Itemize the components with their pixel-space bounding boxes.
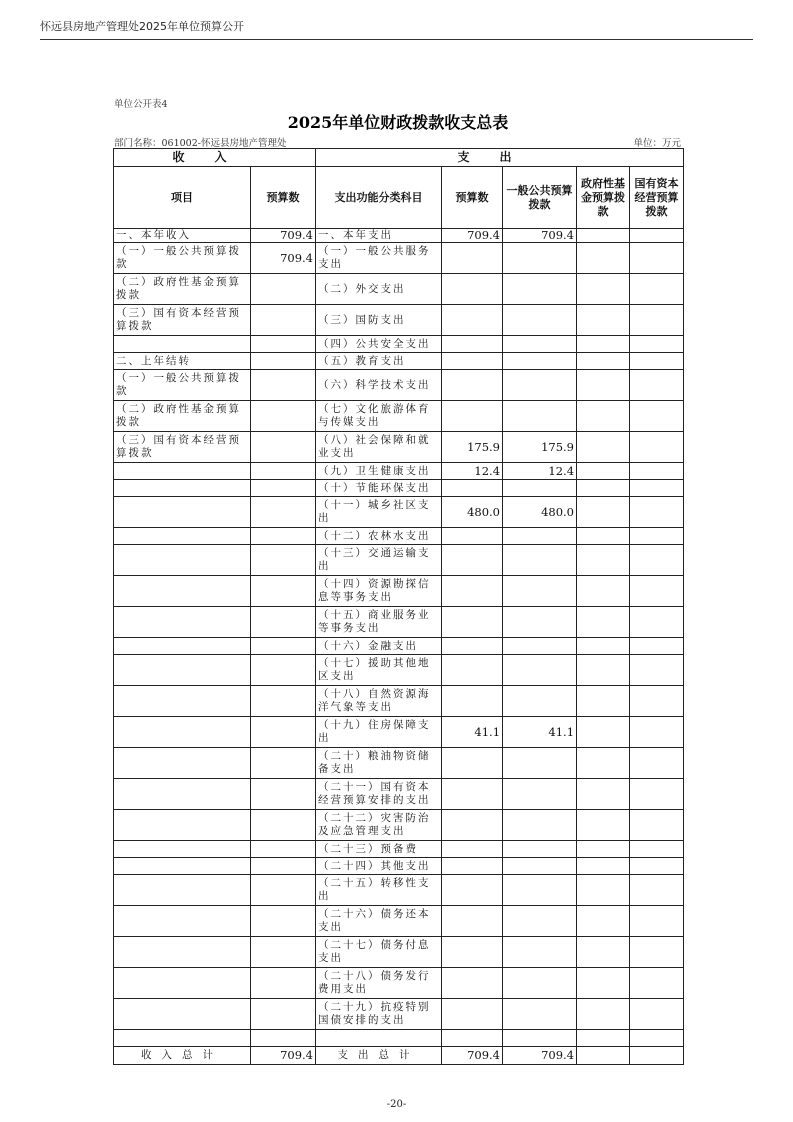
general-budget-cell (503, 906, 577, 937)
income-budget-cell: 709.4 (251, 243, 316, 274)
col-header-general-budget: 一般公共预算拨款 (503, 167, 577, 229)
general-budget-cell (503, 810, 577, 841)
general-budget-cell (503, 243, 577, 274)
general-budget-cell (503, 353, 577, 370)
income-item-cell (114, 779, 251, 810)
income-budget-cell (251, 638, 316, 655)
state-capital-cell (630, 274, 684, 305)
general-budget-cell: 709.4 (503, 1047, 577, 1065)
table-row (114, 463, 684, 480)
expense-budget-cell (442, 1030, 503, 1047)
fund-budget-cell (577, 243, 630, 274)
general-budget-cell: 709.4 (503, 229, 577, 243)
income-item-cell (114, 1030, 251, 1047)
fund-budget-cell (577, 841, 630, 858)
general-budget-cell (503, 968, 577, 999)
fund-budget-cell (577, 370, 630, 401)
expense-item-cell: （二十八）债务发行费用支出 (316, 968, 442, 999)
general-budget-cell (503, 841, 577, 858)
income-budget-cell (251, 463, 316, 480)
state-capital-cell (630, 968, 684, 999)
state-capital-cell (630, 638, 684, 655)
income-item-cell (114, 841, 251, 858)
expense-item-cell: （六）科学技术支出 (316, 370, 442, 401)
income-item-cell (114, 336, 251, 353)
income-item-cell (114, 480, 251, 497)
fund-budget-cell (577, 686, 630, 717)
expense-item-cell: （二十三）预备费 (316, 841, 442, 858)
page-title: 2025年单位财政拨款收支总表 (287, 113, 509, 132)
general-budget-cell (503, 336, 577, 353)
table-row (114, 748, 684, 779)
state-capital-cell (630, 906, 684, 937)
income-section-header: 收入 (114, 149, 316, 167)
income-item-cell (114, 858, 251, 875)
general-budget-cell (503, 528, 577, 545)
income-item-cell (114, 717, 251, 748)
general-budget-cell (503, 655, 577, 686)
table-row (114, 1030, 684, 1047)
fund-budget-cell (577, 229, 630, 243)
fund-budget-cell (577, 528, 630, 545)
general-budget-cell (503, 370, 577, 401)
expense-budget-cell (442, 937, 503, 968)
expense-item-cell: （八）社会保障和就业支出 (316, 432, 442, 463)
income-budget-cell (251, 999, 316, 1030)
income-budget-cell (251, 370, 316, 401)
expense-item-cell: （十四）资源勘探信息等事务支出 (316, 576, 442, 607)
income-budget-cell (251, 545, 316, 576)
expense-budget-cell (442, 748, 503, 779)
fund-budget-cell (577, 607, 630, 638)
section-header-row (114, 149, 684, 167)
state-capital-cell (630, 875, 684, 906)
expense-budget-cell (442, 305, 503, 336)
general-budget-cell (503, 305, 577, 336)
income-item-cell (114, 638, 251, 655)
table-row (114, 353, 684, 370)
page-number: -20- (386, 1099, 407, 1110)
expense-budget-cell (442, 401, 503, 432)
income-item-cell: 收入总计 (114, 1047, 251, 1065)
expense-item-cell: （二十四）其他支出 (316, 858, 442, 875)
income-item-cell (114, 875, 251, 906)
expense-item-cell (316, 1030, 442, 1047)
expense-budget-cell: 480.0 (442, 497, 503, 528)
table-row (114, 968, 684, 999)
income-budget-cell (251, 1030, 316, 1047)
table-number: 单位公开表4 (114, 99, 168, 110)
expense-item-cell: （二十九）抗疫特别国债安排的支出 (316, 999, 442, 1030)
expense-budget-cell (442, 875, 503, 906)
expense-budget-cell (442, 779, 503, 810)
income-item-cell (114, 686, 251, 717)
income-item-cell: （二）政府性基金预算拨款 (114, 274, 251, 305)
fund-budget-cell (577, 497, 630, 528)
income-item-cell (114, 545, 251, 576)
general-budget-cell (503, 779, 577, 810)
general-budget-cell (503, 638, 577, 655)
expense-budget-cell (442, 528, 503, 545)
col-header-expense-budget: 预算数 (442, 167, 503, 229)
income-item-cell: （二）政府性基金预算拨款 (114, 401, 251, 432)
table-row (114, 717, 684, 748)
table-row (114, 305, 684, 336)
table-row (114, 243, 684, 274)
unit-label: 单位：万元 (633, 138, 681, 149)
fund-budget-cell (577, 968, 630, 999)
document-header: 怀远县房地产管理处2025年单位预算公开 (40, 20, 244, 33)
state-capital-cell (630, 748, 684, 779)
fund-budget-cell (577, 999, 630, 1030)
expense-item-cell: （三）国防支出 (316, 305, 442, 336)
income-item-cell (114, 748, 251, 779)
income-budget-cell (251, 968, 316, 999)
fund-budget-cell (577, 401, 630, 432)
table-row (114, 576, 684, 607)
expense-item-cell: （七）文化旅游体育与传媒支出 (316, 401, 442, 432)
fund-budget-cell (577, 336, 630, 353)
state-capital-cell (630, 576, 684, 607)
expense-budget-cell (442, 607, 503, 638)
expense-budget-cell (442, 545, 503, 576)
expense-budget-cell (442, 810, 503, 841)
expense-budget-cell (442, 841, 503, 858)
state-capital-cell (630, 370, 684, 401)
state-capital-cell (630, 305, 684, 336)
expense-item-cell: （二）外交支出 (316, 274, 442, 305)
income-item-cell (114, 528, 251, 545)
income-budget-cell (251, 497, 316, 528)
state-capital-cell (630, 353, 684, 370)
general-budget-cell (503, 748, 577, 779)
income-item-cell: 一、本年收入 (114, 229, 251, 243)
income-budget-cell (251, 274, 316, 305)
state-capital-cell (630, 497, 684, 528)
income-budget-cell (251, 305, 316, 336)
fund-budget-cell (577, 274, 630, 305)
expense-budget-cell: 709.4 (442, 229, 503, 243)
income-item-cell: （一）一般公共预算拨款 (114, 370, 251, 401)
fund-budget-cell (577, 1030, 630, 1047)
expense-item-cell: （十二）农林水支出 (316, 528, 442, 545)
income-item-cell: 二、上年结转 (114, 353, 251, 370)
general-budget-cell (503, 480, 577, 497)
fund-budget-cell (577, 353, 630, 370)
state-capital-cell (630, 607, 684, 638)
fund-budget-cell (577, 875, 630, 906)
state-capital-cell (630, 528, 684, 545)
expense-budget-cell (442, 638, 503, 655)
total-row (114, 1047, 684, 1065)
income-budget-cell (251, 336, 316, 353)
general-budget-cell (503, 274, 577, 305)
expense-budget-cell: 12.4 (442, 463, 503, 480)
income-item-cell (114, 607, 251, 638)
expense-item-cell: （四）公共安全支出 (316, 336, 442, 353)
general-budget-cell: 175.9 (503, 432, 577, 463)
fund-budget-cell (577, 858, 630, 875)
table-row (114, 858, 684, 875)
budget-table (113, 148, 684, 1065)
income-budget-cell (251, 717, 316, 748)
income-budget-cell: 709.4 (251, 1047, 316, 1065)
state-capital-cell (630, 401, 684, 432)
income-budget-cell (251, 858, 316, 875)
income-item-cell (114, 968, 251, 999)
expense-item-cell: （五）教育支出 (316, 353, 442, 370)
fund-budget-cell (577, 432, 630, 463)
expense-budget-cell (442, 968, 503, 999)
department-name: 部门名称：061002-怀远县房地产管理处 (114, 138, 287, 149)
col-header-state-capital: 国有资本经营预算拨款 (630, 167, 684, 229)
table-row (114, 638, 684, 655)
income-budget-cell (251, 607, 316, 638)
income-item-cell: （一）一般公共预算拨款 (114, 243, 251, 274)
state-capital-cell (630, 545, 684, 576)
state-capital-cell (630, 1047, 684, 1065)
state-capital-cell (630, 432, 684, 463)
income-budget-cell: 709.4 (251, 229, 316, 243)
table-row (114, 432, 684, 463)
income-budget-cell (251, 748, 316, 779)
table-row (114, 906, 684, 937)
expense-budget-cell (442, 274, 503, 305)
expense-item-cell: （十九）住房保障支出 (316, 717, 442, 748)
income-item-cell (114, 906, 251, 937)
state-capital-cell (630, 858, 684, 875)
income-item-cell (114, 810, 251, 841)
state-capital-cell (630, 999, 684, 1030)
fund-budget-cell (577, 480, 630, 497)
fund-budget-cell (577, 638, 630, 655)
table-row (114, 607, 684, 638)
table-row (114, 370, 684, 401)
col-header-item: 项目 (114, 167, 251, 229)
table-row (114, 841, 684, 858)
income-budget-cell (251, 432, 316, 463)
expense-item-cell: （二十五）转移性支出 (316, 875, 442, 906)
general-budget-cell (503, 686, 577, 717)
income-item-cell: （三）国有资本经营预算拨款 (114, 305, 251, 336)
expense-budget-cell (442, 353, 503, 370)
expense-item-cell: （十六）金融支出 (316, 638, 442, 655)
income-budget-cell (251, 841, 316, 858)
expense-section-header: 支出 (316, 149, 684, 167)
income-budget-cell (251, 937, 316, 968)
table-row (114, 810, 684, 841)
general-budget-cell (503, 875, 577, 906)
income-budget-cell (251, 528, 316, 545)
col-header-income-budget: 预算数 (251, 167, 316, 229)
fund-budget-cell (577, 305, 630, 336)
general-budget-cell: 41.1 (503, 717, 577, 748)
fund-budget-cell (577, 545, 630, 576)
table-row (114, 937, 684, 968)
expense-item-cell: （二十一）国有资本经营预算安排的支出 (316, 779, 442, 810)
expense-item-cell: （二十二）灾害防治及应急管理支出 (316, 810, 442, 841)
expense-item-cell: 一、本年支出 (316, 229, 442, 243)
income-item-cell (114, 999, 251, 1030)
state-capital-cell (630, 810, 684, 841)
income-budget-cell (251, 686, 316, 717)
income-budget-cell (251, 906, 316, 937)
header-divider (40, 39, 753, 40)
income-budget-cell (251, 810, 316, 841)
state-capital-cell (630, 655, 684, 686)
general-budget-cell (503, 576, 577, 607)
fund-budget-cell (577, 1047, 630, 1065)
state-capital-cell (630, 841, 684, 858)
general-budget-cell (503, 1030, 577, 1047)
fund-budget-cell (577, 748, 630, 779)
fund-budget-cell (577, 717, 630, 748)
state-capital-cell (630, 686, 684, 717)
general-budget-cell (503, 607, 577, 638)
general-budget-cell: 12.4 (503, 463, 577, 480)
state-capital-cell (630, 937, 684, 968)
expense-budget-cell: 709.4 (442, 1047, 503, 1065)
table-row (114, 545, 684, 576)
state-capital-cell (630, 480, 684, 497)
state-capital-cell (630, 229, 684, 243)
general-budget-cell (503, 545, 577, 576)
income-budget-cell (251, 875, 316, 906)
fund-budget-cell (577, 906, 630, 937)
income-item-cell (114, 655, 251, 686)
expense-budget-cell (442, 576, 503, 607)
expense-budget-cell (442, 858, 503, 875)
expense-item-cell: （十七）援助其他地区支出 (316, 655, 442, 686)
fund-budget-cell (577, 655, 630, 686)
expense-item-cell: （二十七）债务付息支出 (316, 937, 442, 968)
column-header-row (114, 167, 684, 229)
general-budget-cell (503, 999, 577, 1030)
general-budget-cell: 480.0 (503, 497, 577, 528)
expense-item-cell: 支出总计 (316, 1047, 442, 1065)
expense-item-cell: （九）卫生健康支出 (316, 463, 442, 480)
table-row (114, 229, 684, 243)
expense-budget-cell (442, 906, 503, 937)
table-row (114, 875, 684, 906)
expense-item-cell: （二十）粮油物资储备支出 (316, 748, 442, 779)
state-capital-cell (630, 1030, 684, 1047)
income-budget-cell (251, 655, 316, 686)
income-budget-cell (251, 353, 316, 370)
fund-budget-cell (577, 463, 630, 480)
income-budget-cell (251, 401, 316, 432)
expense-budget-cell (442, 370, 503, 401)
income-item-cell (114, 497, 251, 528)
state-capital-cell (630, 463, 684, 480)
table-row (114, 401, 684, 432)
fund-budget-cell (577, 779, 630, 810)
expense-item-cell: （十五）商业服务业等事务支出 (316, 607, 442, 638)
state-capital-cell (630, 779, 684, 810)
col-header-expense-category: 支出功能分类科目 (316, 167, 442, 229)
expense-budget-cell (442, 999, 503, 1030)
expense-budget-cell (442, 480, 503, 497)
state-capital-cell (630, 717, 684, 748)
expense-budget-cell (442, 686, 503, 717)
expense-budget-cell (442, 336, 503, 353)
general-budget-cell (503, 937, 577, 968)
expense-item-cell: （十）节能环保支出 (316, 480, 442, 497)
income-item-cell: （三）国有资本经营预算拨款 (114, 432, 251, 463)
table-row (114, 480, 684, 497)
fund-budget-cell (577, 576, 630, 607)
general-budget-cell (503, 401, 577, 432)
expense-budget-cell (442, 655, 503, 686)
expense-item-cell: （十三）交通运输支出 (316, 545, 442, 576)
table-row (114, 779, 684, 810)
table-row (114, 336, 684, 353)
expense-item-cell: （十八）自然资源海洋气象等支出 (316, 686, 442, 717)
state-capital-cell (630, 243, 684, 274)
income-budget-cell (251, 779, 316, 810)
fund-budget-cell (577, 810, 630, 841)
income-item-cell (114, 463, 251, 480)
expense-item-cell: （十一）城乡社区支出 (316, 497, 442, 528)
expense-item-cell: （一）一般公共服务支出 (316, 243, 442, 274)
income-item-cell (114, 576, 251, 607)
table-row (114, 655, 684, 686)
col-header-fund-budget: 政府性基金预算拨款 (577, 167, 630, 229)
expense-budget-cell: 41.1 (442, 717, 503, 748)
fund-budget-cell (577, 937, 630, 968)
table-row (114, 528, 684, 545)
table-row (114, 999, 684, 1030)
income-item-cell (114, 937, 251, 968)
expense-budget-cell (442, 243, 503, 274)
table-row (114, 274, 684, 305)
table-row (114, 497, 684, 528)
state-capital-cell (630, 336, 684, 353)
expense-item-cell: （二十六）债务还本支出 (316, 906, 442, 937)
income-budget-cell (251, 480, 316, 497)
table-row (114, 686, 684, 717)
income-budget-cell (251, 576, 316, 607)
expense-budget-cell: 175.9 (442, 432, 503, 463)
general-budget-cell (503, 858, 577, 875)
